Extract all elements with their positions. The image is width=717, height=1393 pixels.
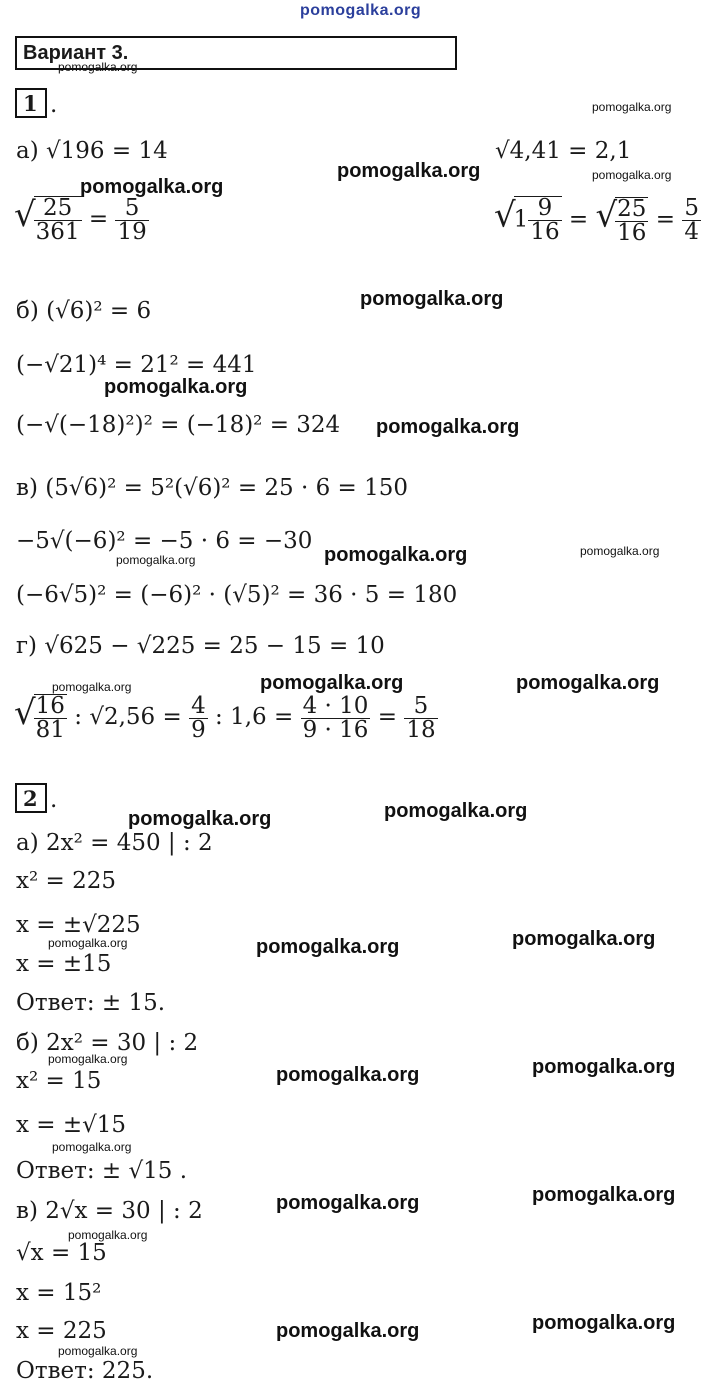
watermark: pomogalka.org: [52, 680, 132, 694]
task1-v-line3: (−6√5)² = (−6)² · (√5)² = 36 · 5 = 180: [16, 582, 458, 608]
task-1-number: 1: [23, 91, 38, 116]
watermark: pomogalka.org: [592, 168, 672, 182]
task1-b-line3: (−√(−18)²)² = (−18)² = 324: [16, 412, 341, 438]
task2-v-line3: x = 15²: [16, 1280, 102, 1306]
task2-b-line3: x = ±√15: [16, 1112, 127, 1138]
task-1-dot: .: [50, 92, 58, 118]
watermark: pomogalka.org: [52, 1140, 132, 1154]
watermark: pomogalka.org: [80, 176, 224, 198]
task1-a-line1: а) √196 = 14: [16, 138, 168, 164]
task-2-number: 2: [23, 786, 38, 811]
watermark-top: pomogalka.org: [300, 2, 422, 19]
frac-num: 25: [34, 197, 82, 221]
frac-den: 19: [117, 218, 147, 245]
task1-g-fraction-eq: √ $\frac{16}{81}$ : √2,56 = $\frac{4}{9}$ : 1,6 = $\frac{4 \cdot 10}{9 \cdot 16}$ = $\frac{5}{18}$: [14, 692, 436, 743]
frac-den: 9 · 16: [302, 716, 369, 743]
task2-v-answer: Ответ: 225.: [16, 1358, 154, 1384]
watermark: pomogalka.org: [48, 936, 128, 950]
variant-title: Вариант 3.: [23, 42, 129, 64]
task2-v-line1: в) 2√x = 30 | : 2: [16, 1198, 203, 1224]
task1-a-fraction-eq: √ $\frac{25}{361}$ = $\frac{5}{19}$: [14, 194, 147, 245]
task-2-dot: .: [50, 787, 58, 813]
watermark: pomogalka.org: [260, 672, 404, 694]
watermark: pomogalka.org: [58, 60, 138, 74]
watermark: pomogalka.org: [68, 1228, 148, 1242]
watermark: pomogalka.org: [384, 800, 528, 822]
frac-den: 9: [191, 716, 206, 743]
task1-b-line1: б) (√6)² = 6: [16, 298, 152, 324]
watermark: pomogalka.org: [104, 376, 248, 398]
task1-v-line2: −5√(−6)² = −5 · 6 = −30: [16, 528, 313, 554]
watermark: pomogalka.org: [128, 808, 272, 830]
watermark: pomogalka.org: [580, 544, 660, 558]
watermark: pomogalka.org: [337, 160, 481, 182]
watermark: pomogalka.org: [532, 1184, 676, 1206]
watermark: pomogalka.org: [376, 416, 520, 438]
frac-num: 9: [528, 197, 561, 221]
watermark: pomogalka.org: [58, 1344, 138, 1358]
task2-b-answer: Ответ: ± √15 .: [16, 1158, 188, 1184]
task2-a-answer: Ответ: ± 15.: [16, 990, 166, 1016]
frac-num: 5: [404, 695, 437, 719]
frac-den: 18: [406, 716, 436, 743]
task1-g-line1: г) √625 − √225 = 25 − 15 = 10: [16, 633, 385, 659]
task2-a-line4: x = ±15: [16, 951, 112, 977]
watermark: pomogalka.org: [276, 1320, 420, 1342]
frac-num: 5: [684, 195, 699, 221]
g2-middle2: : 1,6 =: [215, 704, 294, 730]
task2-b-line1: б) 2x² = 30 | : 2: [16, 1030, 199, 1056]
task-2-box: [15, 783, 47, 813]
frac-num: 5: [115, 197, 148, 221]
frac-den: 4: [684, 219, 699, 245]
task2-v-line2: √x = 15: [16, 1240, 107, 1266]
watermark: pomogalka.org: [512, 928, 656, 950]
frac-num: 16: [35, 693, 65, 719]
task1-v-line1: в) (5√6)² = 5²(√6)² = 25 · 6 = 150: [16, 475, 409, 501]
task1-a-mixed-eq: √1 $\frac{9}{16}$ = √ $\frac{25}{16}$ = $\frac{5}{4}$: [494, 195, 699, 246]
watermark: pomogalka.org: [324, 544, 468, 566]
frac-num: 4 · 10: [302, 692, 369, 719]
task2-a-line3: x = ±√225: [16, 912, 141, 938]
frac-den: 16: [617, 219, 647, 246]
frac-den: 361: [35, 219, 80, 245]
task2-v-line4: x = 225: [16, 1318, 107, 1344]
equals-sign: =: [88, 206, 109, 232]
task1-a-line2: √4,41 = 2,1: [495, 138, 632, 164]
task-1-box: [15, 88, 47, 118]
watermark: pomogalka.org: [532, 1312, 676, 1334]
g2-middle: : √2,56 =: [74, 704, 182, 730]
watermark: pomogalka.org: [532, 1056, 676, 1078]
frac-num: 25: [617, 195, 647, 222]
watermark: pomogalka.org: [48, 1052, 128, 1066]
frac-den: 16: [530, 219, 560, 245]
watermark: pomogalka.org: [592, 100, 672, 114]
watermark: pomogalka.org: [276, 1192, 420, 1214]
task1-b-line2: (−√21)⁴ = 21² = 441: [16, 352, 257, 378]
frac-den: 81: [35, 717, 65, 743]
watermark: pomogalka.org: [116, 553, 196, 567]
mixed-int: 1: [513, 206, 529, 233]
watermark: pomogalka.org: [516, 672, 660, 694]
task2-a-line2: x² = 225: [16, 868, 116, 894]
watermark: pomogalka.org: [360, 288, 504, 310]
frac-num: 4: [191, 692, 206, 719]
task2-a-line1: а) 2x² = 450 | : 2: [16, 830, 213, 856]
watermark: pomogalka.org: [256, 936, 400, 958]
task2-b-line2: x² = 15: [16, 1068, 102, 1094]
watermark: pomogalka.org: [276, 1064, 420, 1086]
